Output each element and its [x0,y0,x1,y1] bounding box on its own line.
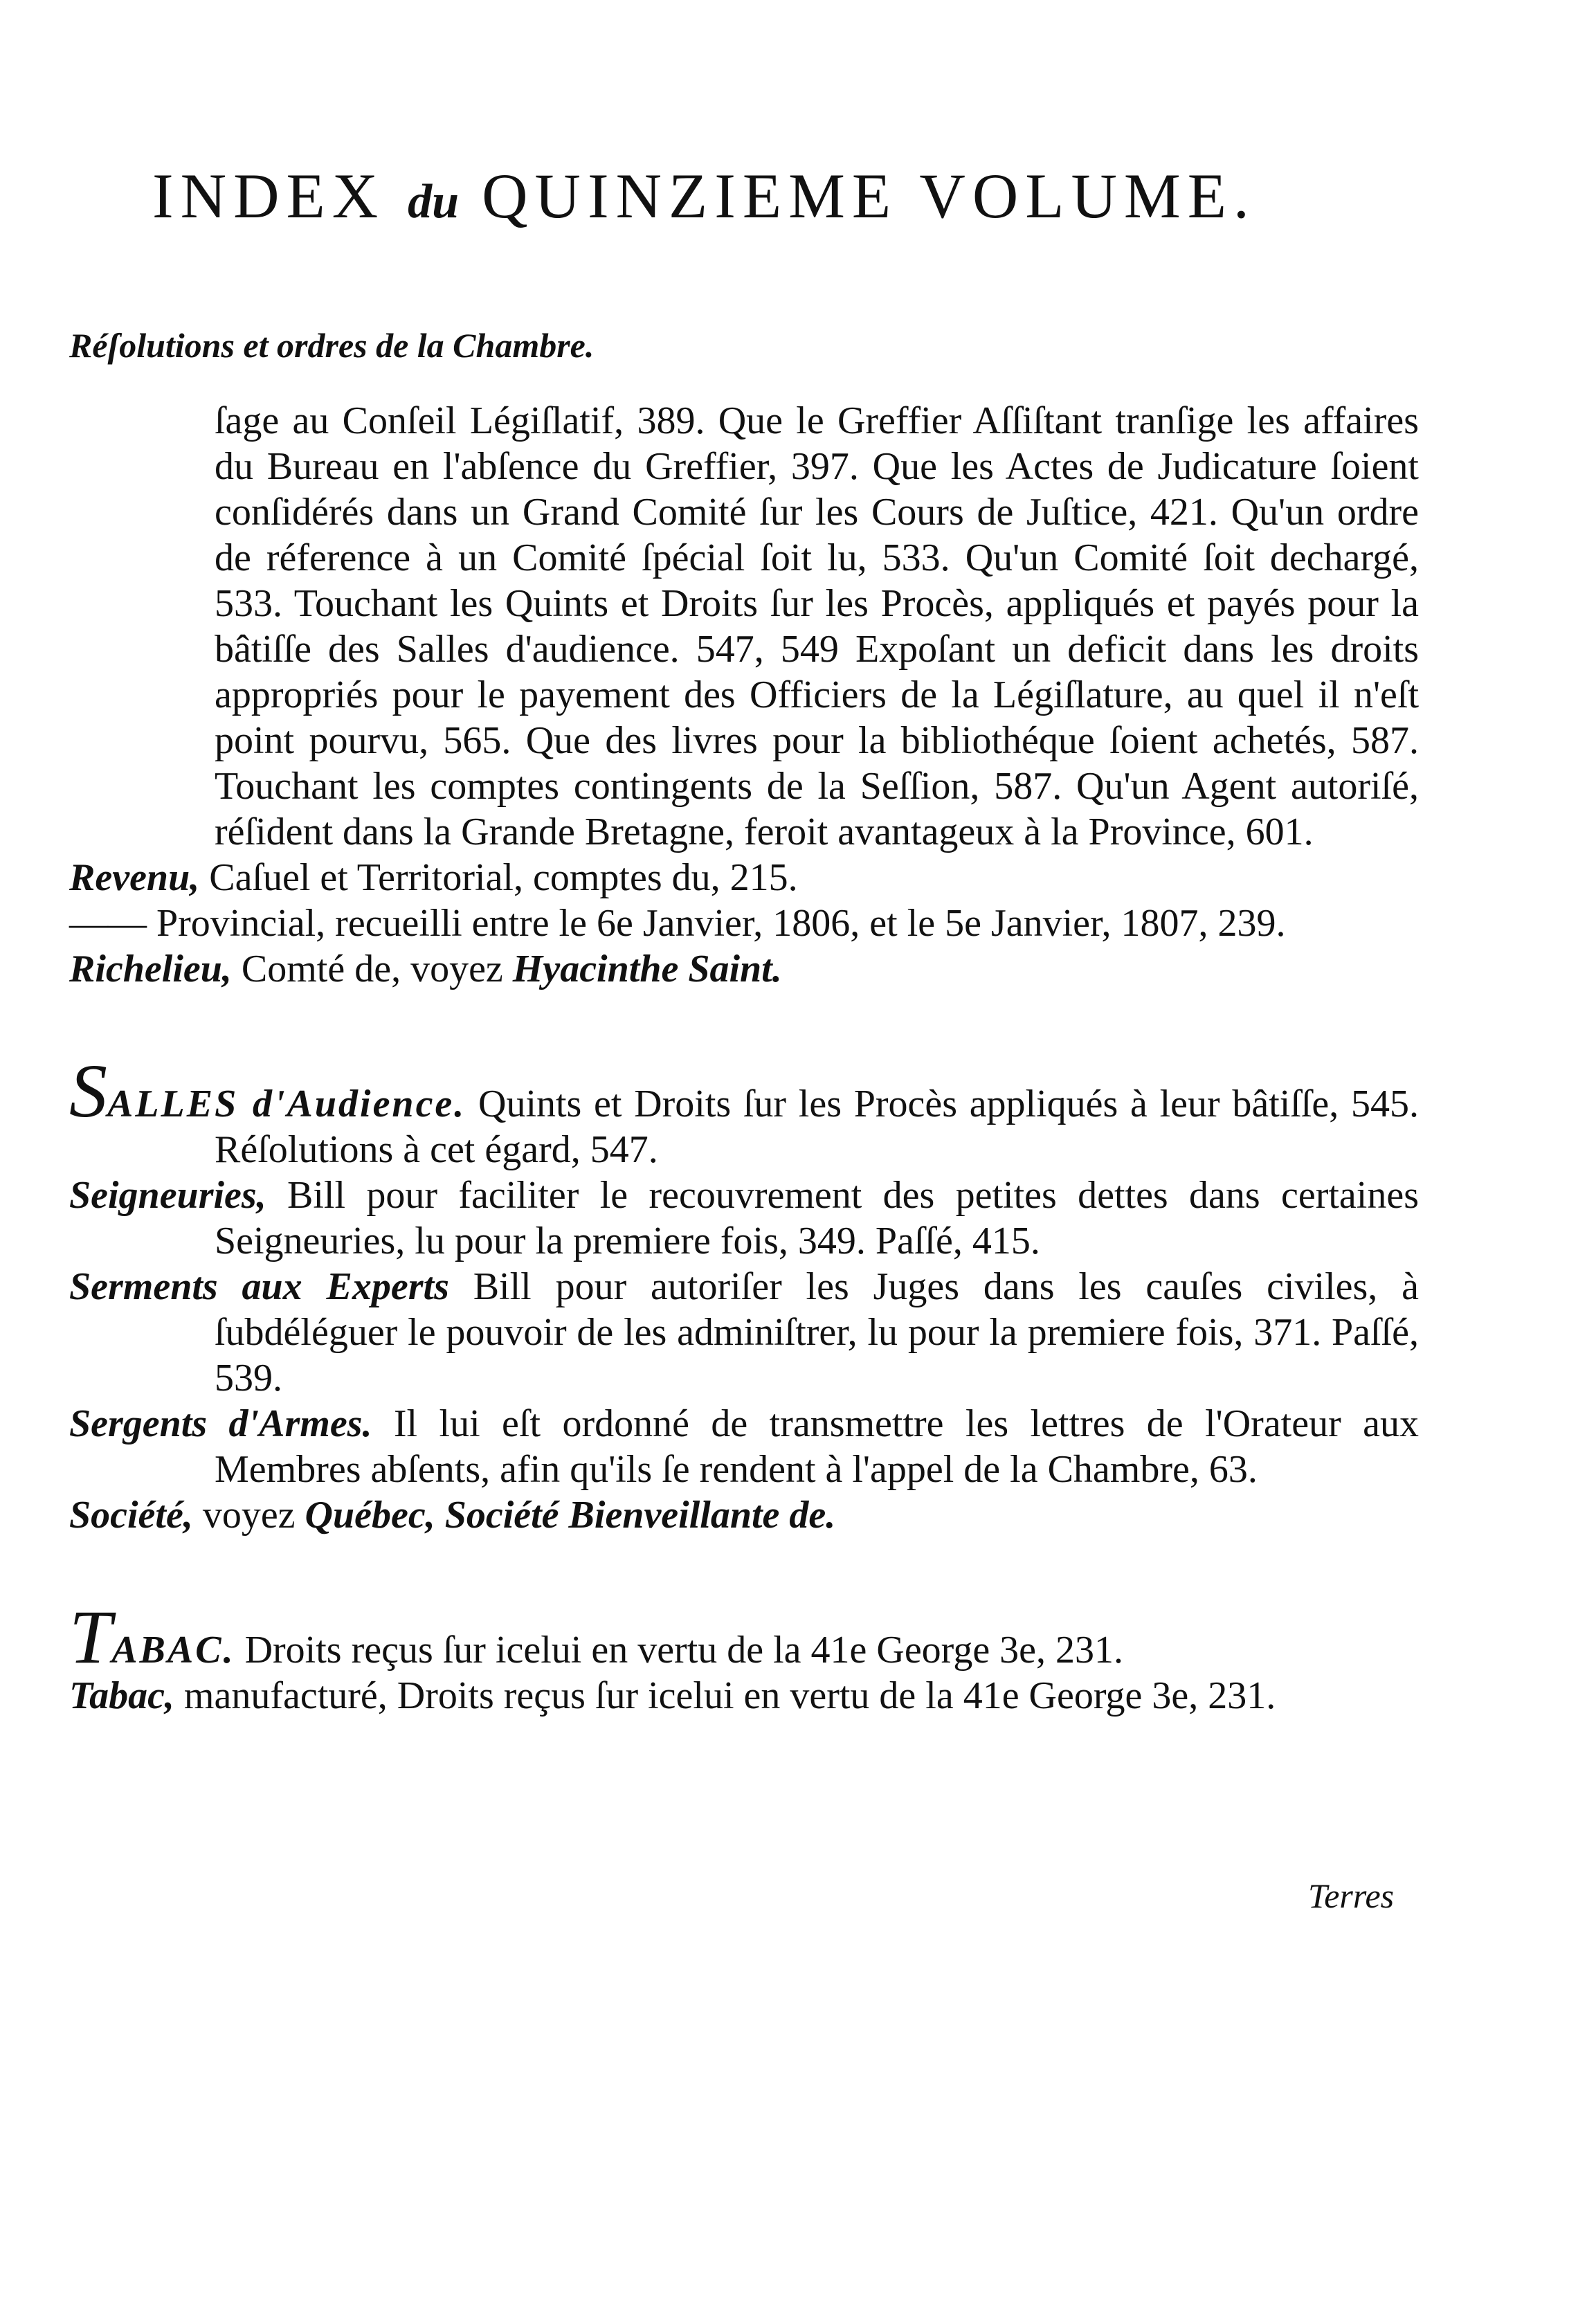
section-gap [69,1538,1419,1614]
entry-ref: Québec, Société Bienveillante de. [305,1494,836,1537]
entry-sergents [69,1401,1419,1492]
title-index: INDEX [152,161,386,231]
entry-text: Bill pour autoriſer les Juges dans les cauſes civiles, à ſubdéléguer le pouvoir de les adminiſtrer, lu pour la premiere fois, 371. Paſſé, 539. [215,1265,1419,1400]
entry-key: Revenu, [69,856,200,899]
entry-key: Tabac, [69,1674,174,1717]
entry-text: voyez [192,1494,305,1537]
entry-provincial [69,900,1419,946]
title-volume: QUINZIEME VOLUME. [482,161,1256,231]
entry-ref: Hyacinthe Saint. [512,948,782,990]
entry-text: manufacturé, Droits reçus ſur icelui en vertu de la 41e George 3e, 231. [174,1674,1276,1717]
entry-initial: T [69,1595,112,1679]
entry-revenu [69,855,1419,900]
entry-key: Société, [69,1494,193,1537]
entry-societe [69,1492,1419,1538]
entry-key: Richelieu, [69,948,232,990]
entry-key: Seigneuries, [69,1174,266,1217]
entry-tabac-caps [69,1595,1419,1679]
entry-key: Serments aux Experts [69,1265,449,1308]
resolutions-entry: ſage au Conſeil Légiſlatif, 389. Que le Greffier Aſſiſtant tranſige les affaires du Bureau en l'abſence du Greffier, 397. Que les Actes de Judicature ſoient conſidérés dans un Grand Comité ſur les Cours de Juſtice, 421. Qu'un ordre de réference à un Comité ſpécial ſoit lu, 533. Qu'un Comité ſoit dechargé, 533. Touchant les Quints et Droits ſur les Procès, appliqués et payés pour la bâtiſſe des Salles d'audience. 547, 549 Expoſant un deficit dans les droits appropriés pour le payement des Officiers de la Légiſlature, au quel il n'eſt point pourvu, 565. Que des livres pour la bibliothéque ſoient achetés, 587. Touchant les comptes contingents de la Seſſion, 587. Qu'un Agent autoriſé, réſident dans la Grande Bretagne, feroit avantageux à la Province, 601. [215,399,1419,853]
entry-text: Provincial, recueilli entre le 6e Janvier, 1806, et le 5e Janvier, 1807, 239. [147,902,1286,945]
entry-text: Quints et Droits ſur les Procès appliqués à leur bâtiſſe, 545. Réſolutions à cet égard, 547. [215,1083,1419,1171]
entry-text: Il lui eſt ordonné de transmettre les lettres de l'Orateur aux Membres abſents, afin qu'ils ſe rendent à l'appel de la Chambre, 63. [215,1402,1420,1491]
entry-key: ABAC. [111,1629,235,1672]
page-title [152,159,1398,233]
entry-text: Caſuel et Territorial, comptes du, 215. [199,856,798,899]
entry-text: Droits reçus ſur icelui en vertu de la 41e George 3e, 231. [235,1629,1124,1672]
entry-key: ALLES d'Audience. [107,1083,466,1125]
entry-serments [69,1264,1419,1401]
entry-richelieu [69,946,1419,992]
entry-key: Sergents d'Armes. [69,1402,372,1445]
section-gap [69,992,1419,1068]
entry-salles [69,1049,1419,1172]
entry-tabac [69,1673,1419,1719]
entry-seigneuries [69,1172,1419,1264]
entry-initial: S [69,1049,107,1133]
entry-dash: —— [69,902,147,945]
catchword: Terres [1308,1876,1395,1915]
section-header: Réſolutions et ordres de la Chambre. [69,326,595,365]
entry-text: Bill pour faciliter le recouvrement des petites dettes dans certaines Seigneuries, lu pour la premiere fois, 349. Paſſé, 415. [215,1174,1419,1262]
title-du: du [408,175,460,228]
entry-text: Comté de, voyez [231,948,513,990]
index-body [69,398,1419,1719]
